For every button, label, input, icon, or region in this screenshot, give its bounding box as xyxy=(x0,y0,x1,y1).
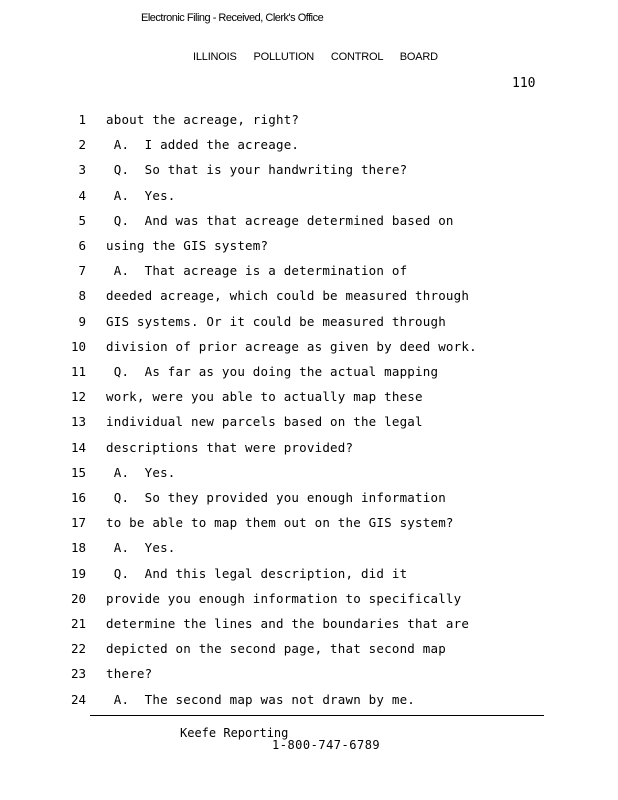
transcript-line xyxy=(0,314,618,334)
transcript-line xyxy=(0,339,618,359)
phone-number: 1-800-747-6789 xyxy=(272,738,381,752)
line-text: A. Yes. xyxy=(106,540,176,556)
transcript-line xyxy=(0,490,618,510)
line-number: 4 xyxy=(78,187,86,203)
transcript-line xyxy=(0,414,618,434)
line-text: Q. As far as you doing the actual mapping xyxy=(106,364,439,379)
line-number: 14 xyxy=(70,439,86,455)
line-number: 13 xyxy=(70,414,86,430)
line-text: work, were you able to actually map these xyxy=(106,389,423,405)
transcript-line xyxy=(0,566,618,586)
transcript-line xyxy=(0,364,618,384)
line-text: Q. So they provided you enough information xyxy=(106,490,446,505)
transcript-line xyxy=(0,666,618,686)
transcript-line xyxy=(0,540,618,560)
line-text: there? xyxy=(106,666,153,682)
line-text: GIS systems. Or it could be measured through xyxy=(106,313,446,329)
transcript-line xyxy=(0,213,618,233)
board-title: ILLINOIS POLLUTION CONTROL BOARD xyxy=(193,51,438,63)
footer-divider xyxy=(90,715,544,716)
line-number: 11 xyxy=(70,364,86,379)
line-text: using the GIS system? xyxy=(106,238,269,253)
transcript-line xyxy=(0,162,618,182)
filing-stamp: Electronic Filing - Received, Clerk's Office xyxy=(141,12,324,24)
line-number: 8 xyxy=(78,288,86,304)
line-text: deeded acreage, which could be measured through xyxy=(106,288,470,304)
transcript-line xyxy=(0,616,618,636)
line-text: division of prior acreage as given by deed work. xyxy=(106,338,477,354)
transcript-line xyxy=(0,263,618,283)
line-number: 1 xyxy=(78,112,86,127)
line-text: A. The second map was not drawn by me. xyxy=(106,691,416,707)
line-text: depicted on the second page, that second map xyxy=(106,641,446,657)
line-text: Q. And this legal description, did it xyxy=(106,565,408,581)
line-number: 19 xyxy=(70,565,86,581)
page-number: 110 xyxy=(512,76,536,91)
transcript-line xyxy=(0,112,618,132)
line-text: provide you enough information to specifically xyxy=(106,590,462,606)
line-number: 20 xyxy=(70,590,86,606)
line-number: 12 xyxy=(70,389,86,405)
transcript-line xyxy=(0,389,618,409)
line-text: Q. And was that acreage determined based on xyxy=(106,212,454,228)
transcript-line xyxy=(0,465,618,485)
line-number: 22 xyxy=(70,641,86,657)
line-text: about the acreage, right? xyxy=(106,112,300,127)
line-number: 6 xyxy=(78,238,86,253)
transcript-line xyxy=(0,440,618,460)
reporting-company: Keefe Reporting xyxy=(180,726,289,740)
line-number: 9 xyxy=(78,313,86,329)
transcript-line xyxy=(0,188,618,208)
line-text: A. That acreage is a determination of xyxy=(106,263,408,279)
line-number: 3 xyxy=(78,162,86,178)
line-text: to be able to map them out on the GIS system? xyxy=(106,515,454,531)
transcript-line xyxy=(0,238,618,258)
line-text: A. Yes. xyxy=(106,187,176,203)
line-number: 2 xyxy=(78,137,86,153)
transcript-line xyxy=(0,515,618,535)
transcript-line xyxy=(0,641,618,661)
line-number: 15 xyxy=(70,464,86,480)
line-number: 17 xyxy=(70,515,86,531)
transcript-line xyxy=(0,288,618,308)
line-number: 21 xyxy=(70,616,86,631)
line-number: 16 xyxy=(70,490,86,505)
line-number: 24 xyxy=(70,691,86,707)
line-text: Q. So that is your handwriting there? xyxy=(106,162,408,178)
line-number: 23 xyxy=(70,666,86,682)
line-number: 10 xyxy=(70,338,86,354)
line-number: 7 xyxy=(78,263,86,279)
line-number: 18 xyxy=(70,540,86,556)
line-text: A. Yes. xyxy=(106,464,176,480)
line-number: 5 xyxy=(78,212,86,228)
line-text: descriptions that were provided? xyxy=(106,439,354,455)
line-text: individual new parcels based on the legal xyxy=(106,414,423,430)
transcript-line xyxy=(0,692,618,712)
line-text: A. I added the acreage. xyxy=(106,137,300,153)
transcript-line xyxy=(0,591,618,611)
transcript-line xyxy=(0,137,618,157)
line-text: determine the lines and the boundaries that are xyxy=(106,616,470,631)
